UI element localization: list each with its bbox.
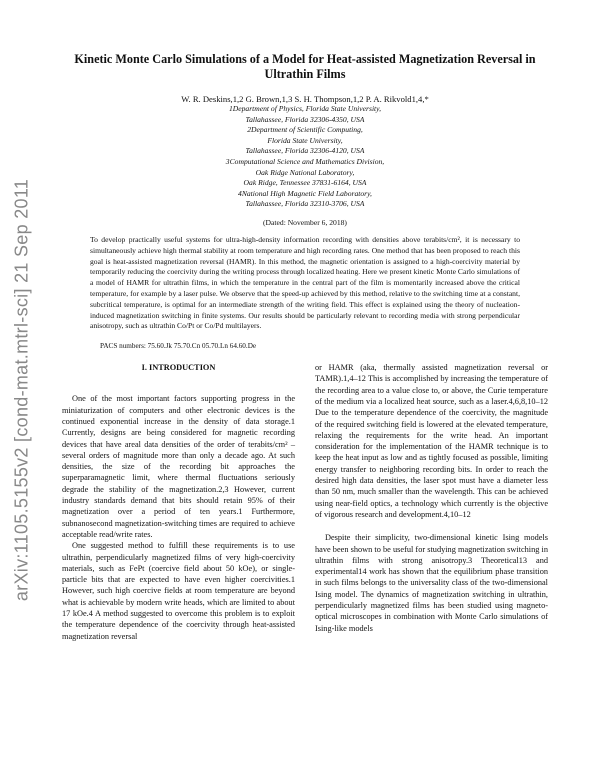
section-title: I. INTRODUCTION	[141, 363, 216, 373]
paragraph: One suggested method to fulfill these requirements is to use ultrathin, perpendicularly magnetized films of very high-coercivity materials, such as FePt (coercive field about 50 kOe), or single-particle bits that are expected to have even higher coercivities.1 However, such high coercive fields at room temperature are beyond what is achievable by modern write heads, which are limited to about 17 kOe.4 A method suggested to overcome this problem is to exploit the temperature dependence of the coercivity through heat-assisted magnetization reversal	[62, 541, 295, 641]
right-column	[315, 362, 548, 642]
paragraph-gap	[315, 520, 548, 532]
abstract: To develop practically useful systems for ultra-high-density information recording with densities above terabits/cm², it is necessary to simultaneously achieve high thermal stability at room temperature and high recording rates. One method that has been proposed to reach this goal is heat-assisted magnetization reversal (HAMR). In this method, the magnetic orientation is assigned to a high-coercivity material by temporarily reducing the coercivity during the writing process through localized heating. Here we present kinetic Monte Carlo simulations of a model of HAMR for ultrathin films, in which the temperature in the central part of the film is momentarily increased above the critical temperature, for example by a laser pulse. We observe that the speed-up achieved by this method, relative to the switching time at a constant, subcritical temperature, is optimal for an intermediate strength of the writing field. This effect is explained using the theory of nucleation-induced magnetization switching in finite systems. Our results should be particularly relevant to recording media with strong perpendicular anisotropy, such as ultrathin Co/Pt or Co/Pd multilayers.	[90, 234, 520, 331]
affiliation-4: 4National High Magnetic Field Laboratory, Tallahassee, Florida 32310-3706, USA	[238, 188, 372, 209]
affiliation-2: 2Department of Scientific Computing, Florida State University, Tallahassee, Florida 32306-4120, USA	[245, 125, 365, 156]
date-line: (Dated: November 6, 2018)	[263, 217, 347, 227]
arxiv-stamp-text: arXiv:1105.5155v2 [cond-mat.mtrl-sci] 21 Sep 2011	[11, 178, 32, 602]
paper-title: Kinetic Monte Carlo Simulations of a Model for Heat-assisted Magnetization Reversal in Ultrathin Films	[74, 52, 536, 81]
affiliation-1: 1Department of Physics, Florida State University, Tallahassee, Florida 32306-4350, USA	[228, 104, 382, 124]
body-columns	[62, 362, 548, 642]
arxiv-stamp	[2, 140, 42, 640]
paragraph: Despite their simplicity, two-dimensional kinetic Ising models have been shown to be useful for studying magnetization switching in ultrathin films with strong anisotropy.3 Theoretical13 and experimental14 work has shown that the equilibrium phase transition in such films belongs to the universality class of the two-dimensional Ising model. The dynamics of magnetization switching in ultrathin, perpendicularly magnetized films has been studied using magneto-optical microscopes in combination with Monte Carlo simulations of Ising-like models	[315, 533, 548, 633]
paragraph: One of the most important factors supporting progress in the miniaturization of computers and other electronic devices is the continued exponential increase in the density of data storage.1 Currently, designs are being considered for magnetic recording devices that have areal data densities of the order of terabits/cm² – several orders of magnitude more than only a decade ago. At such densities, the size of the recording bit approaches the superparamagnetic limit, where thermal fluctuations seriously degrade the stability of the magnetization.2,3 However, current industry standards demand that bits should retain 95% of their magnetization over a period of ten years.1 Furthermore, subnanosecond magnetization-switching times are required to achieve acceptable read/write rates.	[62, 394, 295, 539]
left-column	[62, 362, 295, 642]
affiliation-3: 3Computational Science and Mathematics Division, Oak Ridge National Laboratory, Oak Ridge, Tennessee 37831-6164, USA	[225, 156, 385, 188]
pacs-numbers: PACS numbers: 75.60.Jk 75.70.Cn 05.70.Ln 64.60.De	[100, 342, 257, 351]
paragraph: or HAMR (aka, thermally assisted magnetization reversal or TAMR).1,4–12 This is accomplished by increasing the temperature of the recording area to a value close to, or above, the Curie temperature of the medium via a localized heat source, such as a laser.4,6,8,10–12 Due to the temperature dependence of the coercivity, the magnitude of the required switching field is lowered at the elevated temperature, relaxing the requirements for the write head. An important consideration for the implementation of the HAMR technique is to keep the heat input as low and as tightly focused as possible, limiting energy transfer to neighboring recording bits. In order to reach the desired high data densities, the laser spot must have a diameter less than 50 nm, much smaller than the wavelength. This can be achieved using near-field optics, a technology which currently is the objective of vigorous research and development.4,10–12	[315, 363, 548, 519]
affiliations	[62, 104, 548, 210]
author-list: W. R. Deskins,1,2 G. Brown,1,3 S. H. Thompson,1,2 P. A. Rikvold1,4,*	[181, 94, 429, 104]
paper-page	[62, 52, 548, 642]
